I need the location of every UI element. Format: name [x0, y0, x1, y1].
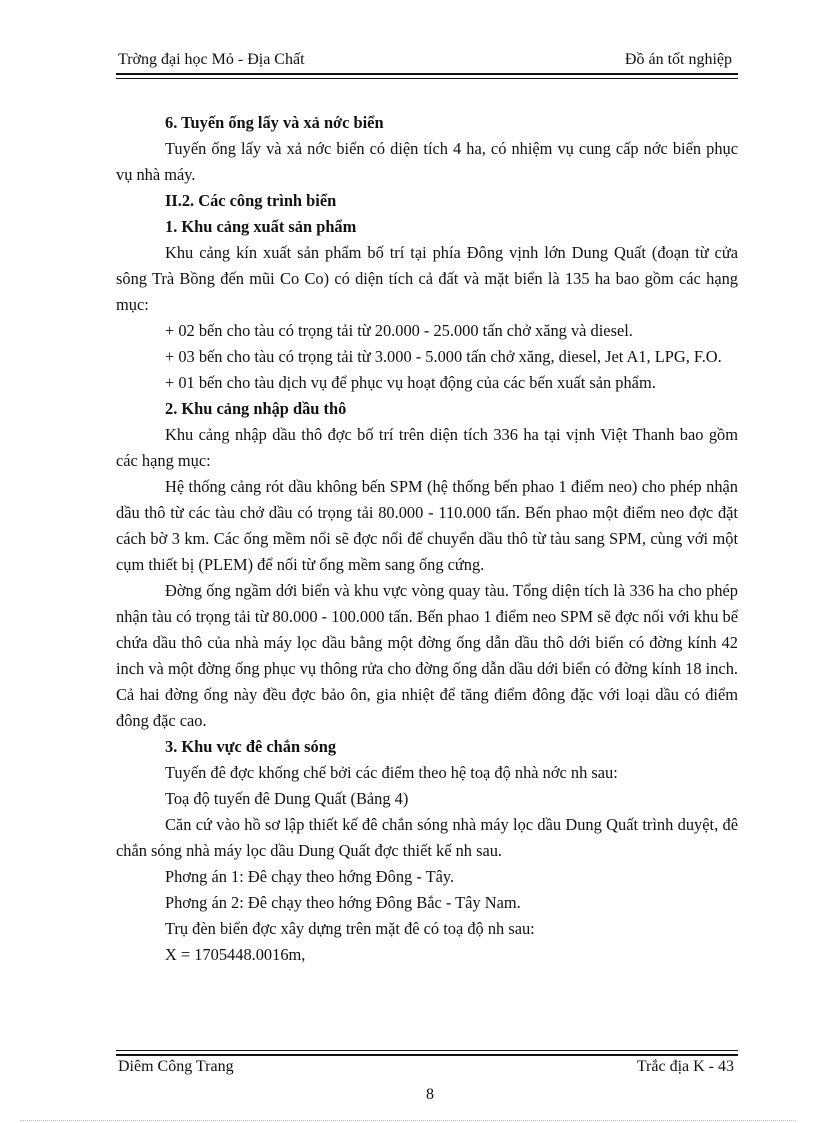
footer-rule-thin — [116, 1050, 738, 1051]
section-heading: 6. Tuyến ống lấy và xả nớc biển — [165, 113, 384, 132]
header-university: Trờng đại học Mỏ - Địa Chất — [118, 51, 305, 68]
section-heading: 1. Khu cảng xuất sản phẩm — [165, 217, 357, 236]
header-rule-thin — [116, 78, 738, 79]
paragraph: Phơng án 1: Đê chạy theo hớng Đông - Tây. — [165, 867, 455, 886]
header-doc-type: Đồ án tốt nghiệp — [624, 51, 732, 68]
paragraph: Trụ đèn biển đợc xây dựng trên mặt đê có toạ độ nh sau: — [165, 919, 535, 938]
paragraph: Đờng ống ngầm dới biển và khu vực vòng quay tàu. Tổng diện tích là 336 ha cho phép nhận tàu có trọng tải từ 80.000 - 100.000 tấn. Bến phao 1 điểm neo SPM sẽ đợc nối với khu bể chứa dầu thô của nhà máy lọc dầu bằng một đờng ống dẫn dầu thô dới biển có đờng kính 42 inch và một đờng ống phục vụ thông rửa cho đờng ống dẫn dầu dới biển có đờng kính 18 inch. Cả hai đờng ống này đều đợc bảo ôn, gia nhiệt để tăng điểm đông đặc với loại dầu có điểm đông đặc cao. — [116, 581, 738, 730]
section-heading: II.2. Các công trình biển — [165, 191, 337, 210]
list-item: + 01 bến cho tàu dịch vụ để phục vụ hoạt động của các bến xuất sản phẩm. — [165, 373, 656, 392]
paragraph: Toạ độ tuyến đê Dung Quất (Bảng 4) — [165, 789, 409, 808]
footer-class: Trắc địa K - 43 — [636, 1058, 734, 1075]
paragraph: Tuyến ống lấy và xả nớc biển có diện tích 4 ha, có nhiệm vụ cung cấp nớc biển phục vụ nhà máy. — [116, 139, 738, 184]
section-heading: 2. Khu cảng nhập dầu thô — [165, 399, 347, 418]
page-number: 8 — [426, 1086, 434, 1103]
list-item: + 02 bến cho tàu có trọng tải từ 20.000 - 25.000 tấn chở xăng và diesel. — [165, 321, 633, 340]
footer-author: Diêm Công Trang — [118, 1058, 234, 1075]
paragraph: Khu cảng kín xuất sản phẩm bố trí tại phía Đông vịnh lớn Dung Quất (đoạn từ cửa sông Trà Bồng đến mũi Co Co) có diện tích cả đất và mặt biển là 135 ha bao gồm các hạng mục: — [116, 243, 738, 314]
paragraph: Tuyến đê đợc khống chế bởi các điểm theo hệ toạ độ nhà nớc nh sau: — [165, 763, 618, 782]
paragraph: Căn cứ vào hồ sơ lập thiết kế đê chắn sóng nhà máy lọc dầu Dung Quất trình duyệt, đê chắn sóng nhà máy lọc dầu Dung Quất đợc thiết kế nh sau. — [116, 815, 738, 860]
footer-rule-thick — [116, 1054, 738, 1056]
page-edge-dotted-line — [20, 1120, 796, 1121]
paragraph: Hệ thống cảng rót dầu không bến SPM (hệ thống bến phao 1 điểm neo) cho phép nhận dầu thô từ các tàu chở dầu có trọng tải 80.000 - 110.000 tấn. Bến phao một điểm neo đợc đặt cách bờ 3 km. Các ống mềm nổi sẽ đợc nối để chuyển dầu thô từ tàu sang SPM, cùng với một cụm thiết bị (PLEM) để nối từ ống mềm sang ống cứng. — [116, 477, 738, 574]
paragraph: Khu cảng nhập dầu thô đợc bố trí trên diện tích 336 ha tại vịnh Việt Thanh bao gồm các hạng mục: — [116, 425, 738, 470]
header-rule-thick — [116, 73, 738, 75]
body-text — [116, 110, 738, 968]
section-heading: 3. Khu vực đê chắn sóng — [165, 737, 337, 756]
page-footer — [116, 1058, 738, 1082]
page-header — [116, 48, 738, 72]
paragraph: X = 1705448.0016m, — [165, 945, 306, 964]
list-item: + 03 bến cho tàu có trọng tải từ 3.000 - 5.000 tấn chở xăng, diesel, Jet A1, LPG, F.O. — [165, 347, 722, 366]
paragraph: Phơng án 2: Đê chạy theo hớng Đông Bắc - Tây Nam. — [165, 893, 521, 912]
